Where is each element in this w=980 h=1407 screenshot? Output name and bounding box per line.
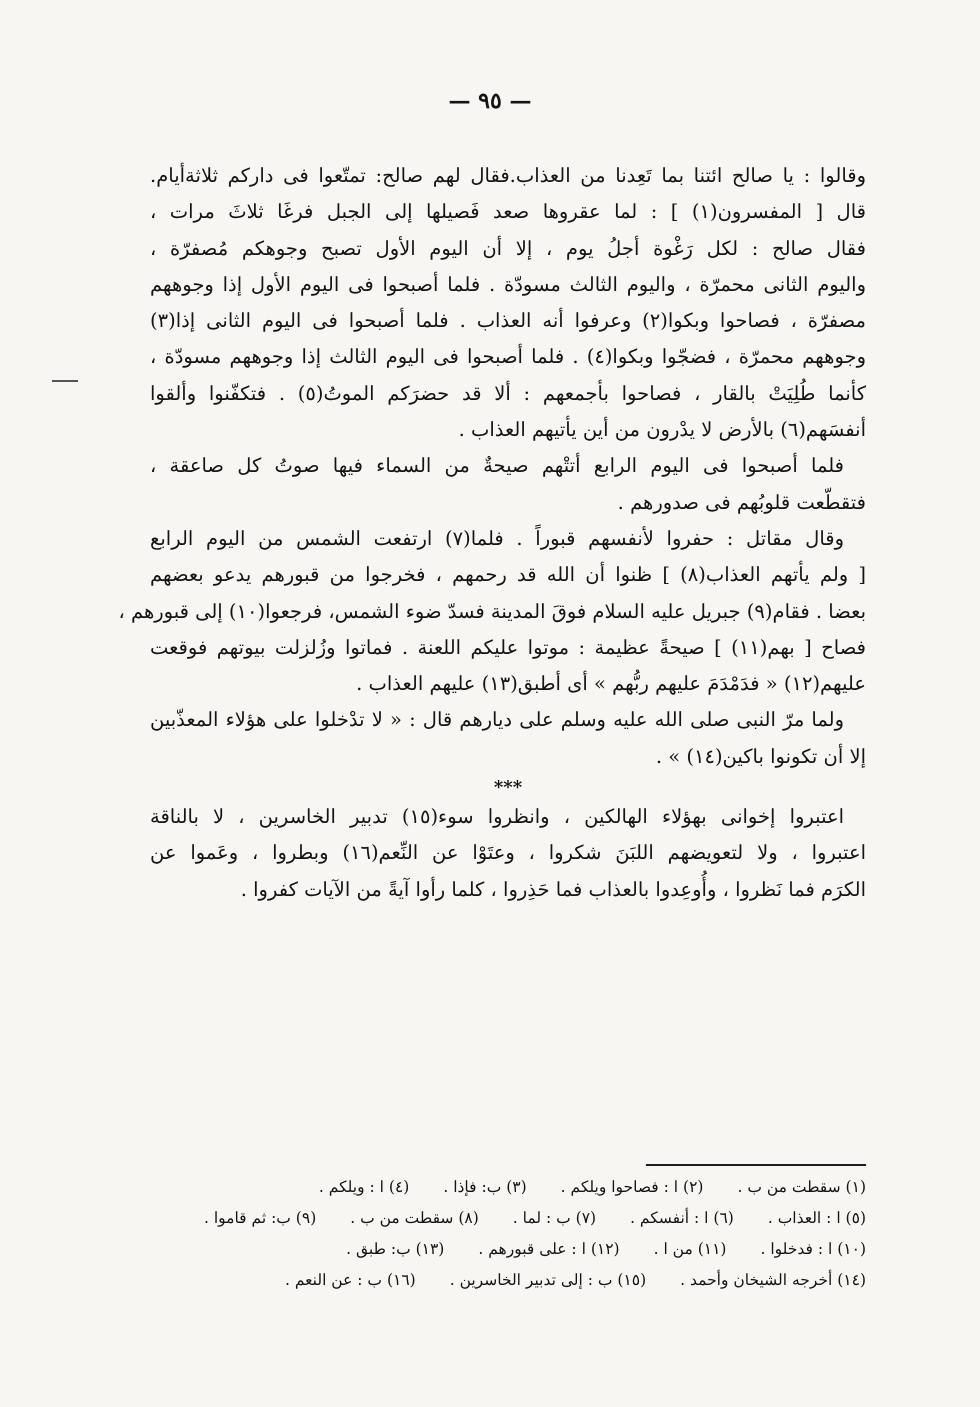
- footnote: (١٦) ب : عن النعم .: [285, 1271, 416, 1289]
- main-text: [118, 158, 867, 908]
- text-line: بعضا . فقام(٩) جبريل عليه السلام فوقَ المدينة فسدّ ضوء الشمس، فرجعوا(١٠) إلى قبورهم ،: [118, 599, 866, 623]
- text-line: وقال مقاتل : حفروا لأنفسهم قبوراً . فلما(٧) ارتفعت الشمس من اليوم الرابع: [150, 526, 844, 550]
- footnote: (١٠) ا : فدخلوا .: [760, 1240, 866, 1258]
- paragraph-3: [118, 521, 866, 702]
- footnote: (٤) ا : ويلكم .: [318, 1178, 410, 1196]
- text-line: فصاح [ بهم(١١) ] صيحةً عظيمة : موتوا عليكم اللعنة . فماتوا وزُلزلت بيوتهم فوقعت: [150, 635, 866, 659]
- margin-mark: [52, 380, 78, 382]
- text-line: اعتبروا ، ولا لتعويضهم اللبَنَ شكروا ، وعتَوْا عن النِّعم(١٦) وبطروا ، وعَموا عن: [150, 841, 866, 865]
- text-line: [ ولم يأتهم العذاب(٨) ] ظنوا أن الله قد رحمهم ، فخرجوا من قبورهم يدعو بعضهم: [150, 563, 866, 587]
- footnote-row: [150, 1234, 866, 1265]
- text-line: واليوم الثانى محمرّة ، واليوم الثالث مسودّة . فلما أصبحوا فى اليوم الأول إذا وجوههم: [150, 272, 866, 296]
- footnote: (١٢) ا : على قبورهم .: [478, 1240, 620, 1258]
- footnote: (٥) ا : العذاب .: [767, 1209, 866, 1227]
- footnote: (١٤) أخرجه الشيخان وأحمد .: [680, 1271, 866, 1289]
- footnote: (١) سقطت من ب .: [737, 1178, 866, 1196]
- footnote-row: [150, 1265, 866, 1296]
- paragraph-1: [150, 158, 866, 448]
- footnotes: [150, 1172, 866, 1296]
- text-line: قال [ المفسرون(١) ] : لما عقروها صعد فَصيلها إلى الجبل فرغَا ثلاثَ مرات ،: [150, 200, 866, 224]
- footnote: (٣) ب: فإذا .: [443, 1178, 527, 1196]
- paragraph-4: [150, 702, 866, 775]
- footnote-row: [150, 1172, 866, 1203]
- text-line: كأنما طُلِيَتْ بالقار ، فصاحوا بأجمعهم : ألا قد حضرَكم الموتُ(٥) . فتكفّنوا وألقوا: [150, 381, 867, 405]
- footnote: (٧) ب : لما .: [512, 1209, 597, 1227]
- footnote-row: [150, 1203, 866, 1234]
- footnote: (١٣) ب: طبق .: [346, 1240, 445, 1258]
- text-line: الكرَم فما نَظروا ، وأُوعِدوا بالعذاب فما حَذِروا ، كلما رأوا آيةً من الآيات كفروا .: [240, 877, 866, 901]
- text-line: أنفسَهم(٦) بالأرض لا يدْرون من أين يأتيهم العذاب .: [458, 418, 866, 442]
- text-line: ولما مرّ النبى صلى الله عليه وسلم على ديارهم قال : « لا تدْخلوا على هؤلاء المعذّبين: [150, 708, 844, 732]
- text-line: عليهم(١٢) « فدَمْدَمَ عليهم ربُّهم » أى أطبق(١٣) عليهم العذاب .: [356, 672, 866, 696]
- page-number: — ٩٥ —: [448, 88, 532, 114]
- footnote: (٢) ا : فصاحوا ويلكم .: [560, 1178, 704, 1196]
- footnote-rule: [646, 1164, 866, 1166]
- footnote: (١٥) ب : إلى تدبير الخاسرين .: [449, 1271, 647, 1289]
- text-line: وجوههم محمرّة ، فضجّوا وبكوا(٤) . فلما أصبحوا فى اليوم الثالث إذا وجوههم مسودّة ،: [150, 345, 866, 369]
- paragraph-5: [150, 799, 866, 908]
- text-line: مصفرّة ، فصاحوا وبكوا(٢) وعرفوا أنه العذاب . فلما أصبحوا فى اليوم الثانى إذا(٣): [150, 309, 866, 333]
- paragraph-2: [150, 448, 866, 521]
- footnote: (٨) سقطت من ب .: [350, 1209, 479, 1227]
- text-line: فلما أصبحوا فى اليوم الرابع أتتْهم صيحةٌ من السماء فيها صوتُ كل صاعقة ،: [150, 454, 844, 478]
- footnote: (٩) ب: ثم قاموا .: [203, 1209, 317, 1227]
- text-line: وقالوا : يا صالح ائتنا بما تَعِدنا من العذاب.فقال لهم صالح: تمتّعوا فى داركم ثلاثةأيام.: [150, 164, 866, 187]
- footnote: (١١) من ا .: [653, 1240, 727, 1258]
- text-line: اعتبروا إخوانى بهؤلاء الهالكين ، وانظروا سوء(١٥) تدبير الخاسرين ، لا بالناقة: [150, 805, 845, 829]
- section-separator: ***: [493, 777, 523, 799]
- text-line: فقال صالح : لكل رَغْوة أجلُ يوم ، إلا أن اليوم الأول تصبح وجوهكم مُصفرّة ،: [150, 236, 866, 260]
- text-line: فتقطّعت قلوبُهم فى صدورهم .: [617, 490, 866, 514]
- footnote: (٦) ا : أنفسكم .: [630, 1209, 734, 1227]
- text-line: إلا أن تكونوا باكين(١٤) » .: [655, 744, 866, 768]
